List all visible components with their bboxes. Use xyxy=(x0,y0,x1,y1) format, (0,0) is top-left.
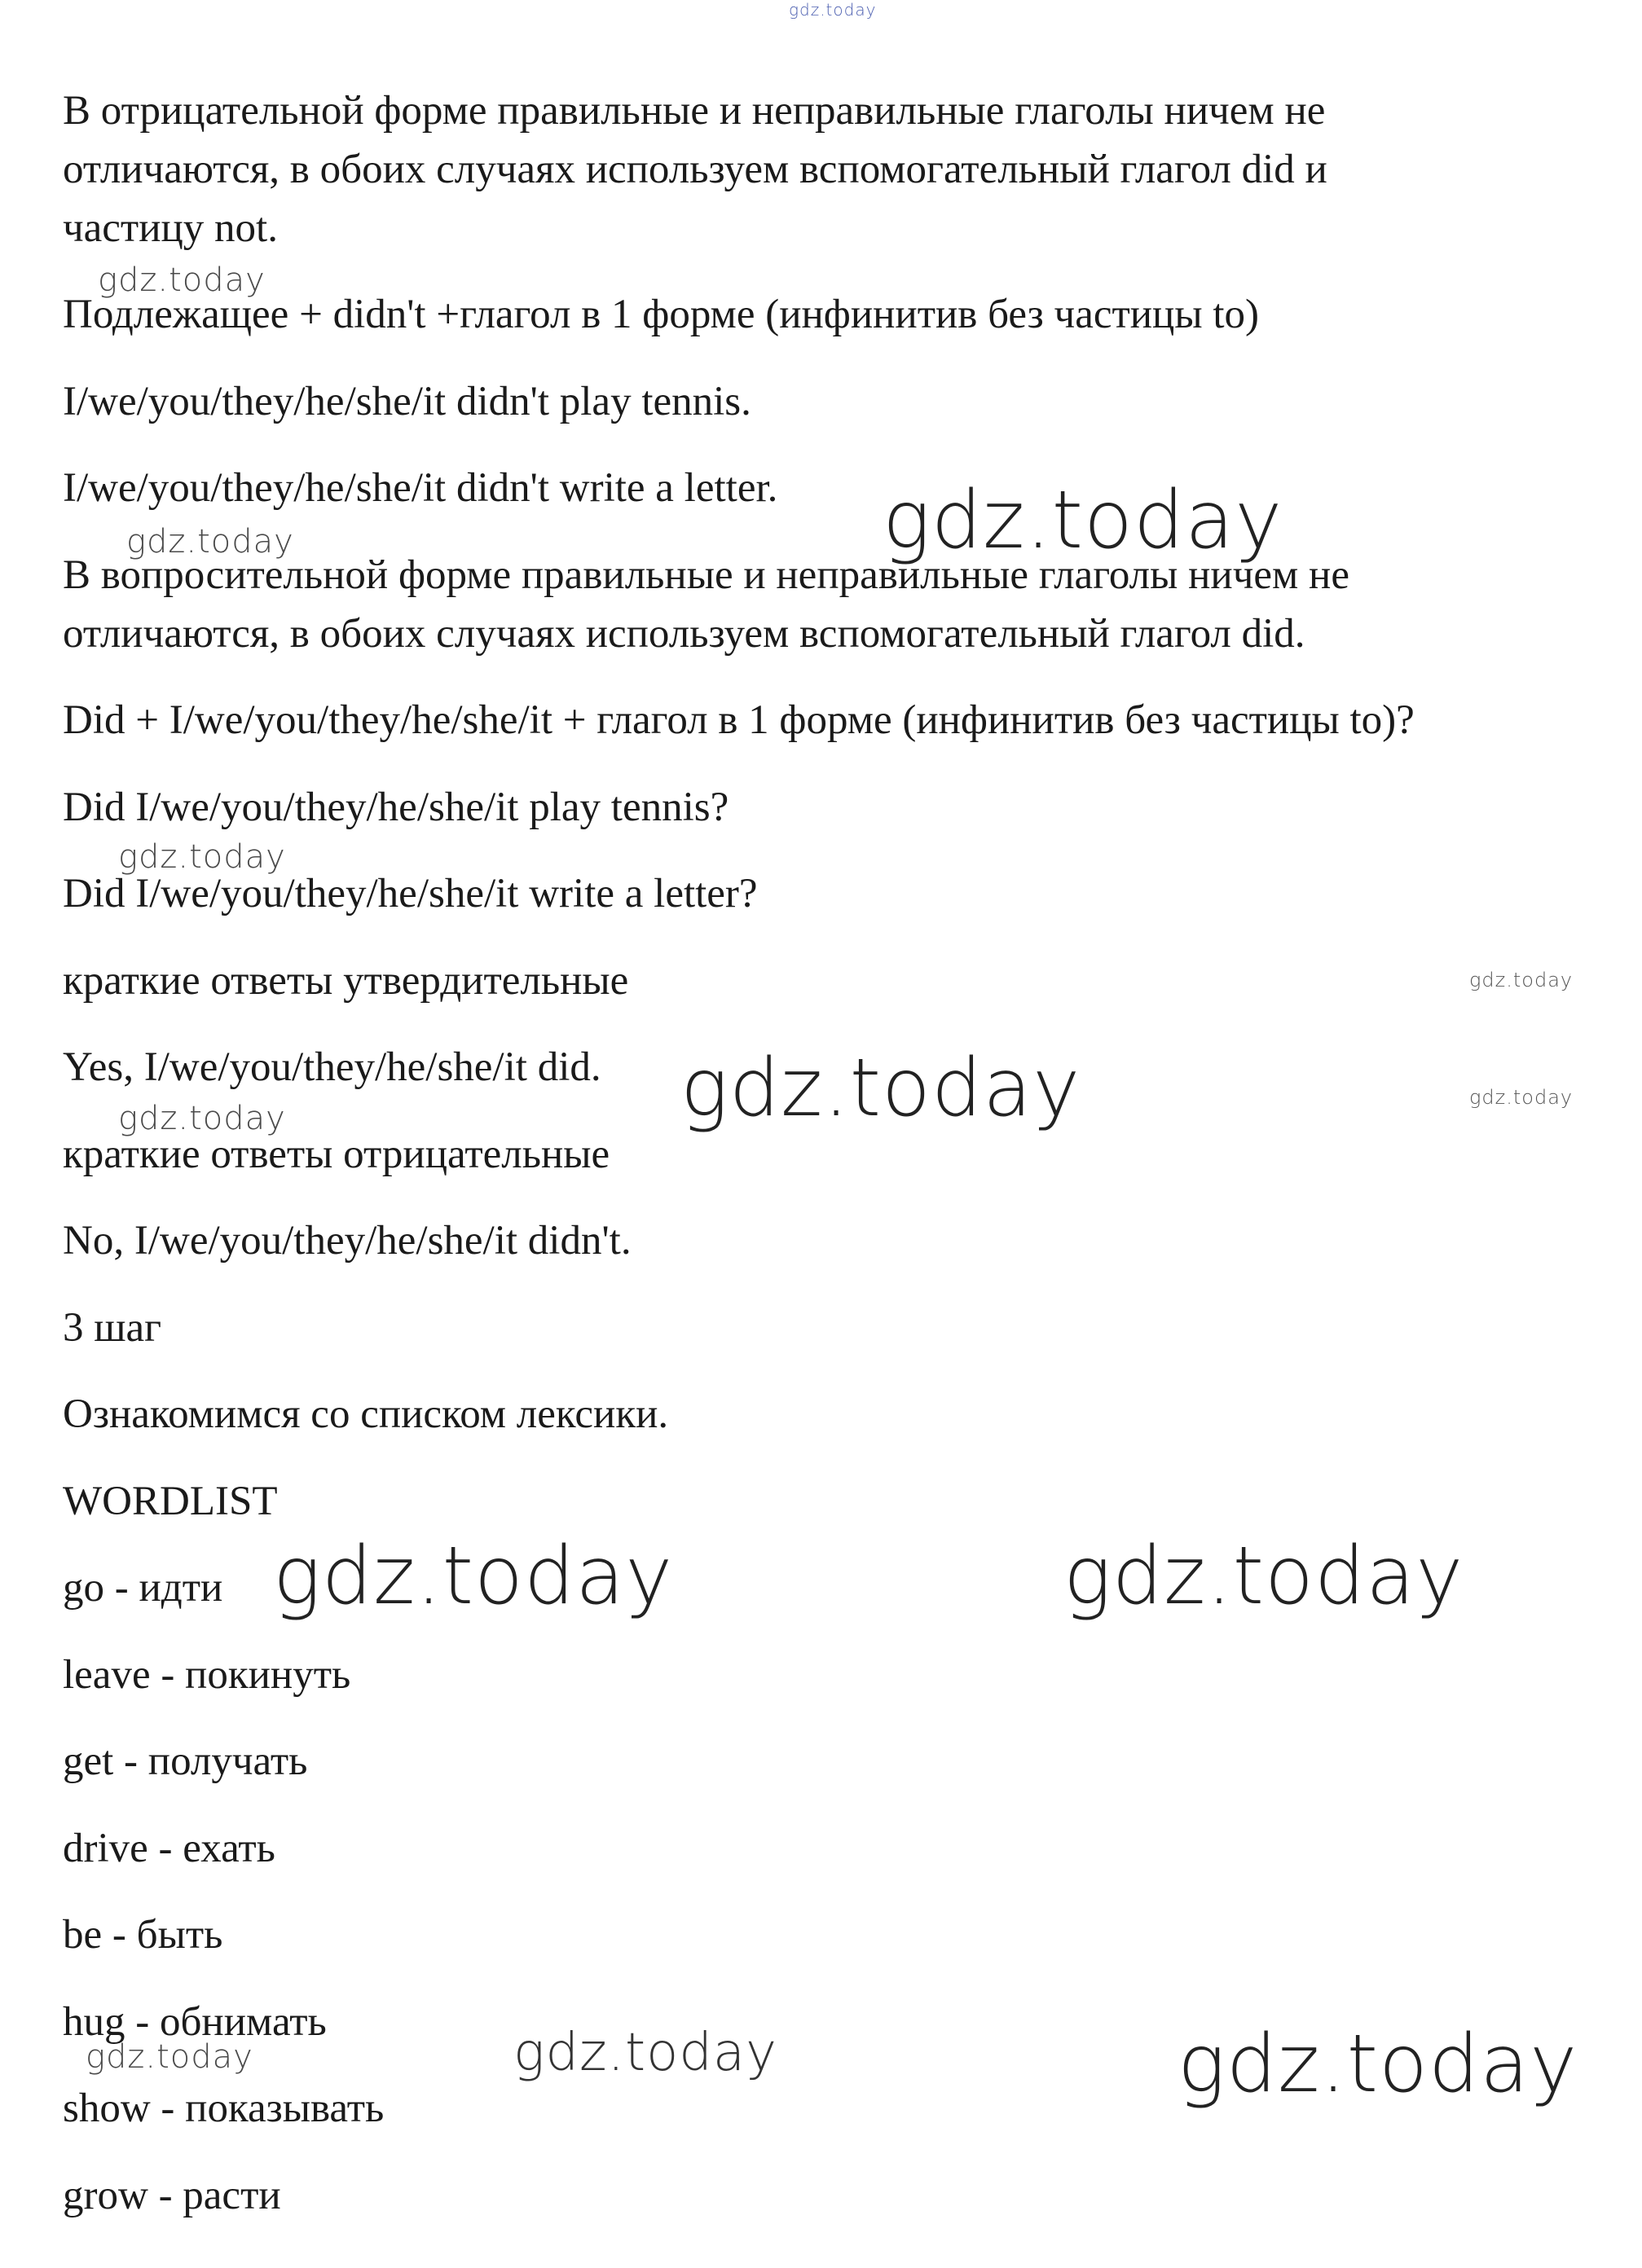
watermark: gdz.today xyxy=(126,523,294,560)
text-line: I/we/you/they/he/she/it didn't write a letter. xyxy=(63,465,778,511)
watermark: gdz.today xyxy=(513,2023,777,2083)
text-line: отличаются, в обоих случаях используем вспомогательный глагол did. xyxy=(63,611,1305,657)
watermark: gdz.today xyxy=(680,1042,1081,1135)
text-line: Did + I/we/you/they/he/she/it + глагол в 1 форме (инфинитив без частицы to)? xyxy=(63,697,1415,743)
wordlist-item: show - показывать xyxy=(63,2086,385,2131)
wordlist-item: drive - ехать xyxy=(63,1826,275,1871)
text-line: краткие ответы утвердительные xyxy=(63,958,629,1004)
text-line: Ознакомимся со списком лексики. xyxy=(63,1391,669,1437)
wordlist-item: be - быть xyxy=(63,1912,223,1958)
watermark: gdz.today xyxy=(86,2038,253,2076)
watermark: gdz.today xyxy=(98,262,266,299)
text-line: No, I/we/you/they/he/she/it didn't. xyxy=(63,1218,632,1264)
wordlist-item: grow - расти xyxy=(63,2173,281,2218)
watermark: gdz.today xyxy=(1469,1086,1574,1109)
text-line: Yes, I/we/you/they/he/she/it did. xyxy=(63,1044,601,1090)
text-line: краткие ответы отрицательные xyxy=(63,1132,610,1177)
watermark: gdz.today xyxy=(883,474,1283,567)
text-line: Подлежащее + didn't +глагол в 1 форме (инфинитив без частицы to) xyxy=(63,292,1260,337)
watermark: gdz.today xyxy=(118,1100,286,1137)
text-line: частицу not. xyxy=(63,205,278,251)
text-line: Did I/we/you/they/he/she/it play tennis? xyxy=(63,785,729,830)
text-line: В отрицательной форме правильные и неправильные глаголы ничем не xyxy=(63,88,1326,134)
watermark: gdz.today xyxy=(789,0,877,20)
watermark: gdz.today xyxy=(1063,1530,1464,1623)
watermark: gdz.today xyxy=(1469,969,1574,991)
wordlist-item: get - получать xyxy=(63,1738,308,1784)
text-line: 3 шаг xyxy=(63,1305,162,1351)
wordlist-item: go - идти xyxy=(63,1565,223,1611)
watermark: gdz.today xyxy=(1178,2018,1578,2111)
text-line: Did I/we/you/they/he/she/it write a letter? xyxy=(63,871,758,916)
watermark: gdz.today xyxy=(273,1530,674,1623)
text-line: I/we/you/they/he/she/it didn't play tennis. xyxy=(63,379,751,424)
wordlist-heading: WORDLIST xyxy=(63,1479,278,1524)
text-line: отличаются, в обоих случаях используем вспомогательный глагол did и xyxy=(63,147,1327,192)
wordlist-item: leave - покинуть xyxy=(63,1652,351,1698)
watermark: gdz.today xyxy=(118,838,286,876)
wordlist-item: hug - обнимать xyxy=(63,1999,327,2045)
text-line: В вопросительной форме правильные и неправильные глаголы ничем не xyxy=(63,552,1349,598)
